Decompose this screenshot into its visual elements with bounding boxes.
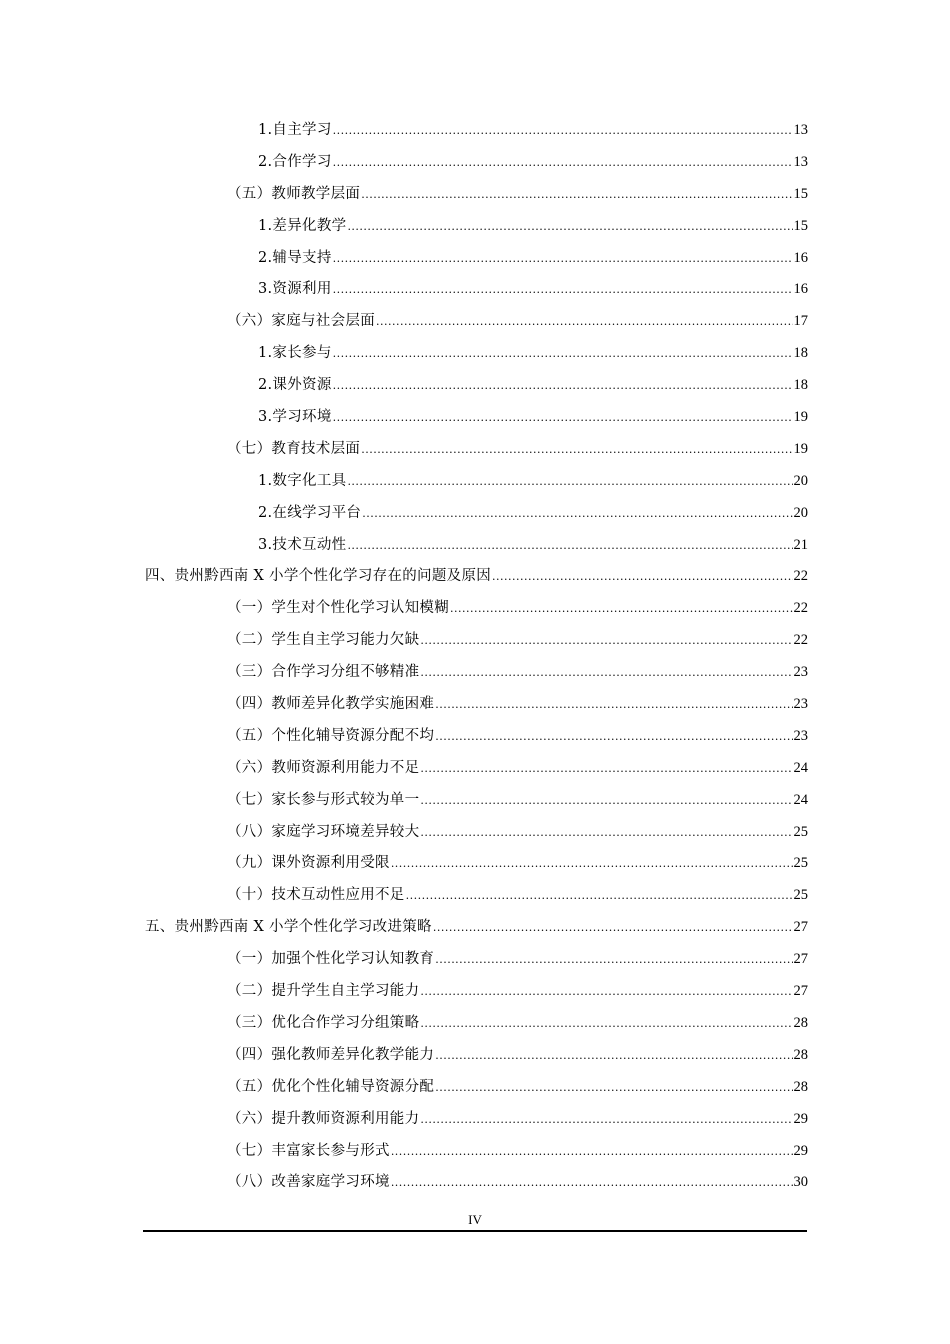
toc-entry-page: 21 [793,536,808,553]
toc-dot-leader [376,306,793,338]
toc-entry[interactable] [145,1072,808,1104]
toc-entry[interactable] [145,848,808,880]
toc-entry-title: （三）优化合作学习分组策略 [227,1014,420,1031]
toc-dot-leader [362,498,792,530]
toc-entry[interactable] [145,147,808,179]
toc-entry[interactable] [145,243,808,275]
toc-entry-page: 20 [793,472,808,489]
toc-entry[interactable] [145,912,808,944]
toc-entry[interactable] [145,1040,808,1072]
toc-dot-leader [347,211,792,243]
toc-dot-leader [391,1167,793,1199]
toc-entry[interactable] [145,1136,808,1168]
toc-dot-leader [361,179,792,211]
toc-entry-title: （四）强化教师差异化教学能力 [227,1046,435,1063]
toc-entry-page: 27 [793,983,808,1000]
toc-dot-leader [333,243,793,275]
toc-entry-title: （七）家长参与形式较为单一 [227,791,420,808]
footer-rule [143,1230,807,1232]
toc-entry[interactable] [145,1167,808,1199]
table-of-contents [145,115,808,1199]
toc-entry[interactable] [145,306,808,338]
toc-entry-title: （八）家庭学习环境差异较大 [227,823,420,840]
toc-entry-title: （二）提升学生自主学习能力 [227,983,420,1000]
toc-entry-page: 19 [793,409,808,426]
toc-entry-page: 13 [793,122,808,138]
toc-entry-title: （五）个性化辅导资源分配不均 [227,727,435,744]
toc-dot-leader [420,753,792,785]
toc-entry-page: 24 [793,759,808,776]
toc-dot-leader [391,848,793,880]
toc-entry-page: 24 [793,791,808,808]
toc-entry-page: 19 [793,440,808,457]
toc-entry-page: 25 [793,855,808,872]
toc-entry-page: 17 [793,313,808,330]
toc-dot-leader [420,1104,792,1136]
toc-entry-page: 23 [793,696,808,713]
toc-entry[interactable] [145,785,808,817]
toc-entry-title: （八）改善家庭学习环境 [227,1174,390,1191]
toc-dot-leader [333,402,793,434]
toc-entry-title: （六）教师资源利用能力不足 [227,759,420,776]
toc-entry[interactable] [145,1008,808,1040]
toc-dot-leader [333,115,793,147]
toc-entry[interactable] [145,753,808,785]
toc-dot-leader [361,434,792,466]
toc-entry-title: 五、贵州黔西南 X 小学个性化学习改进策略 [145,919,432,936]
toc-entry-page: 28 [793,1078,808,1095]
toc-dot-leader [391,1136,793,1168]
page-number: IV [468,1212,482,1227]
toc-dot-leader [435,1072,792,1104]
toc-dot-leader [333,147,793,179]
toc-entry-page: 27 [793,919,808,936]
toc-entry[interactable] [145,274,808,306]
toc-entry-title: 1.数字化工具 [258,472,347,489]
toc-entry-page: 15 [793,185,808,202]
toc-entry-page: 30 [793,1174,808,1191]
toc-dot-leader [435,721,792,753]
toc-entry-page: 22 [793,568,808,585]
toc-entry-page: 18 [793,377,808,394]
toc-entry-page: 20 [793,504,808,521]
toc-entry-title: 3.资源利用 [258,281,332,298]
toc-entry-page: 16 [793,281,808,298]
toc-entry[interactable] [145,817,808,849]
toc-entry-page: 29 [793,1110,808,1127]
toc-entry-page: 28 [793,1014,808,1031]
toc-entry-title: 3.学习环境 [258,409,332,426]
toc-entry-title: 四、贵州黔西南 X 小学个性化学习存在的问题及原因 [145,568,492,585]
toc-entry-title: （二）学生自主学习能力欠缺 [227,632,420,649]
toc-entry-title: （四）教师差异化教学实施困难 [227,696,435,713]
toc-entry-title: （一）加强个性化学习认知教育 [227,951,435,968]
toc-dot-leader [420,976,792,1008]
toc-entry[interactable] [145,370,808,402]
toc-entry[interactable] [145,721,808,753]
toc-dot-leader [347,466,792,498]
toc-entry-title: （一）学生对个性化学习认知模糊 [227,600,449,617]
toc-entry-page: 22 [793,600,808,617]
toc-entry[interactable] [145,498,808,530]
toc-entry[interactable] [145,944,808,976]
toc-dot-leader [333,338,793,370]
toc-entry-page: 29 [793,1142,808,1159]
toc-dot-leader [347,530,792,562]
toc-entry[interactable] [145,976,808,1008]
toc-entry-title: 1.自主学习 [258,122,332,138]
toc-entry-title: （六）提升教师资源利用能力 [227,1110,420,1127]
toc-entry-title: 3.技术互动性 [258,536,347,553]
toc-entry-title: 2.辅导支持 [258,249,332,266]
toc-entry[interactable] [145,466,808,498]
toc-entry-page: 25 [793,823,808,840]
toc-entry[interactable] [145,402,808,434]
toc-entry[interactable] [145,657,808,689]
toc-entry-title: 2.合作学习 [258,153,332,170]
toc-entry[interactable] [145,689,808,721]
toc-dot-leader [333,274,793,306]
toc-entry-title: （七）丰富家长参与形式 [227,1142,390,1159]
toc-entry-page: 22 [793,632,808,649]
toc-dot-leader [450,593,793,625]
toc-entry-page: 27 [793,951,808,968]
toc-dot-leader [435,944,792,976]
toc-entry[interactable] [145,338,808,370]
toc-dot-leader [420,817,792,849]
toc-dot-leader [433,912,793,944]
toc-entry[interactable] [145,561,808,593]
toc-entry[interactable] [145,593,808,625]
toc-dot-leader [420,1008,792,1040]
toc-entry[interactable] [145,1104,808,1136]
toc-entry-page: 13 [793,153,808,170]
toc-dot-leader [492,561,792,593]
toc-entry-title: （六）家庭与社会层面 [227,313,375,330]
toc-dot-leader [420,657,792,689]
toc-entry-title: （五）教师教学层面 [227,185,361,202]
toc-entry-page: 18 [793,345,808,362]
toc-entry-title: （九）课外资源利用受限 [227,855,390,872]
toc-entry-page: 28 [793,1046,808,1063]
toc-entry-title: 1.差异化教学 [258,217,347,234]
toc-entry-title: 2.在线学习平台 [258,504,362,521]
toc-entry-title: 1.家长参与 [258,345,332,362]
toc-entry-page: 25 [793,887,808,904]
toc-dot-leader [435,689,792,721]
toc-dot-leader [406,880,793,912]
toc-dot-leader [435,1040,792,1072]
toc-entry-page: 23 [793,664,808,681]
toc-entry[interactable] [145,179,808,211]
toc-dot-leader [333,370,793,402]
toc-entry[interactable] [145,880,808,912]
toc-entry[interactable] [145,530,808,562]
toc-entry[interactable] [145,115,808,147]
toc-entry-title: 2.课外资源 [258,377,332,394]
toc-dot-leader [420,785,792,817]
toc-entry-title: （三）合作学习分组不够精准 [227,664,420,681]
toc-entry-title: （十）技术互动性应用不足 [227,887,405,904]
toc-entry[interactable] [145,625,808,657]
toc-entry-title: （五）优化个性化辅导资源分配 [227,1078,435,1095]
toc-entry-title: （七）教育技术层面 [227,440,361,457]
toc-entry-page: 16 [793,249,808,266]
toc-entry-page: 15 [793,217,808,234]
toc-entry[interactable] [145,434,808,466]
toc-dot-leader [420,625,792,657]
toc-entry-page: 23 [793,727,808,744]
toc-entry[interactable] [145,211,808,243]
